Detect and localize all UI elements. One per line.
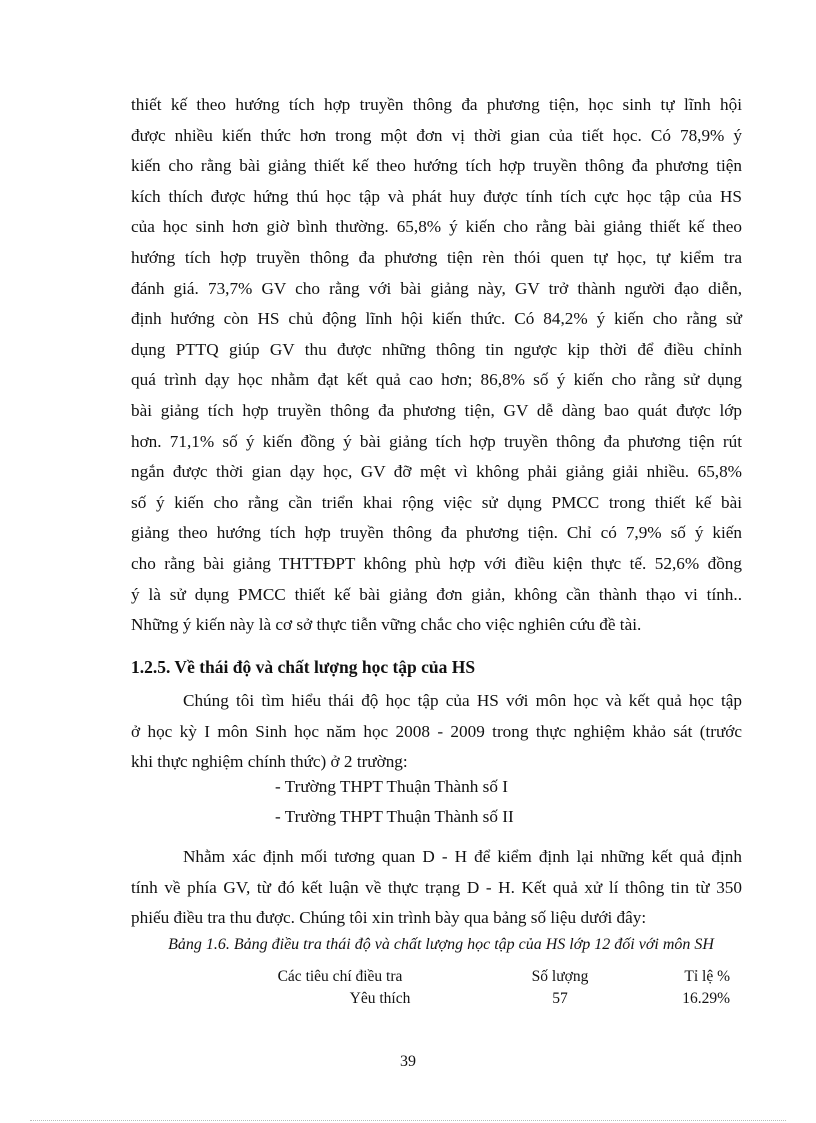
table-caption: Bảng 1.6. Bảng điều tra thái độ và chất lượng học tập của HS lớp 12 đối với môn SH <box>168 936 714 953</box>
paragraph-attitude-survey <box>131 686 742 778</box>
column-header-criteria: Các tiêu chí điều tra <box>277 968 403 985</box>
page-number: 39 <box>400 1053 416 1070</box>
text-line: Chúng tôi tìm hiểu thái độ học tập của HS với môn học và kết quả học tập <box>183 691 742 710</box>
column-header-percent: Tỉ lệ % <box>684 968 730 985</box>
survey-table <box>230 966 730 1010</box>
text-line: đánh giá. 73,7% GV cho rằng với bài giảng này, GV trở thành người đạo diễn, <box>131 278 742 298</box>
text-line: ý là sử dụng PMCC thiết kế bài giảng đơn giản, không cần thành thạo vi tính.. <box>131 584 742 604</box>
table-cell-criteria: Yêu thích <box>349 990 411 1007</box>
paragraph-opinions <box>131 90 742 641</box>
paragraph-correlation <box>131 842 742 934</box>
text-line: ngắn được thời gian dạy học, GV đỡ mệt vì không phải giảng giải nhiều. 65,8% <box>131 462 742 482</box>
table-header-row <box>230 966 730 988</box>
text-line: số ý kiến cho rằng cần triển khai rộng việc sử dụng PMCC trong thiết kế bài <box>131 492 742 512</box>
text-line: phiếu điều tra thu được. Chúng tôi xin trình bày qua bảng số liệu dưới đây: <box>131 908 647 928</box>
page-bottom-divider <box>30 1120 786 1121</box>
text-line: kích thích được hứng thú học tập và phát huy được tính tích cực học tập của HS <box>131 186 742 206</box>
column-header-count: Số lượng <box>531 968 589 985</box>
table-cell-percent: 16.29% <box>682 990 730 1007</box>
text-line: Nhằm xác định mối tương quan D - H để kiểm định lại những kết quả định <box>183 847 742 866</box>
text-line: Những ý kiến này là cơ sở thực tiễn vững chắc cho việc nghiên cứu đề tài. <box>131 615 642 635</box>
text-line: thiết kế theo hướng tích hợp truyền thông đa phương tiện, học sinh tự lĩnh hội <box>131 95 742 114</box>
text-line: tính về phía GV, từ đó kết luận về thực trạng D - H. Kết quả xử lí thông tin từ 350 <box>131 877 742 897</box>
text-line: bài giảng tích hợp truyền thông đa phương tiện, GV dễ dàng bao quát được lớp <box>131 400 742 420</box>
table-cell-count: 57 <box>552 990 568 1007</box>
text-line: khi thực nghiệm chính thức) ở 2 trường: <box>131 752 408 772</box>
text-line: hướng tích hợp truyền thông đa phương tiện rèn thói quen tự học, tự kiểm tra <box>131 247 742 267</box>
text-line: được nhiều kiến thức hơn trong một đơn vị thời gian của tiết học. Có 78,9% ý <box>131 125 742 145</box>
section-heading: 1.2.5. Về thái độ và chất lượng học tập của HS <box>131 657 476 677</box>
text-line: dụng PTTQ giúp GV thu được những thông tin ngược kịp thời để điều chỉnh <box>131 339 742 359</box>
text-line: ở học kỳ I môn Sinh học năm học 2008 - 2009 trong thực nghiệm khảo sát (trước <box>131 721 742 741</box>
text-line: định hướng còn HS chủ động lĩnh hội kiến thức. Có 84,2% ý kiến cho rằng sử <box>131 309 742 329</box>
text-line: giảng theo hướng tích hợp truyền thông đa phương tiện. Chỉ có 7,9% số ý kiến <box>131 523 742 543</box>
text-line: quá trình dạy học nhằm đạt kết quả cao hơn; 86,8% số ý kiến cho rằng sử dụng <box>131 370 742 390</box>
text-line: kiến cho rằng bài giảng thiết kế theo hướng tích hợp truyền thông đa phương tiện <box>131 156 742 176</box>
text-line: của học sinh hơn giờ bình thường. 65,8% ý kiến cho rằng bài giảng thiết kế theo <box>131 217 742 237</box>
table-row <box>230 988 730 1010</box>
text-line: hơn. 71,1% số ý kiến đồng ý bài giảng tích hợp truyền thông đa phương tiện rút <box>131 431 742 451</box>
school-list-item: - Trường THPT Thuận Thành số I <box>275 777 508 796</box>
school-list-item: - Trường THPT Thuận Thành số II <box>275 807 514 826</box>
text-line: cho rằng bài giảng THTTĐPT không phù hợp với điều kiện thực tế. 52,6% đồng <box>131 553 742 573</box>
